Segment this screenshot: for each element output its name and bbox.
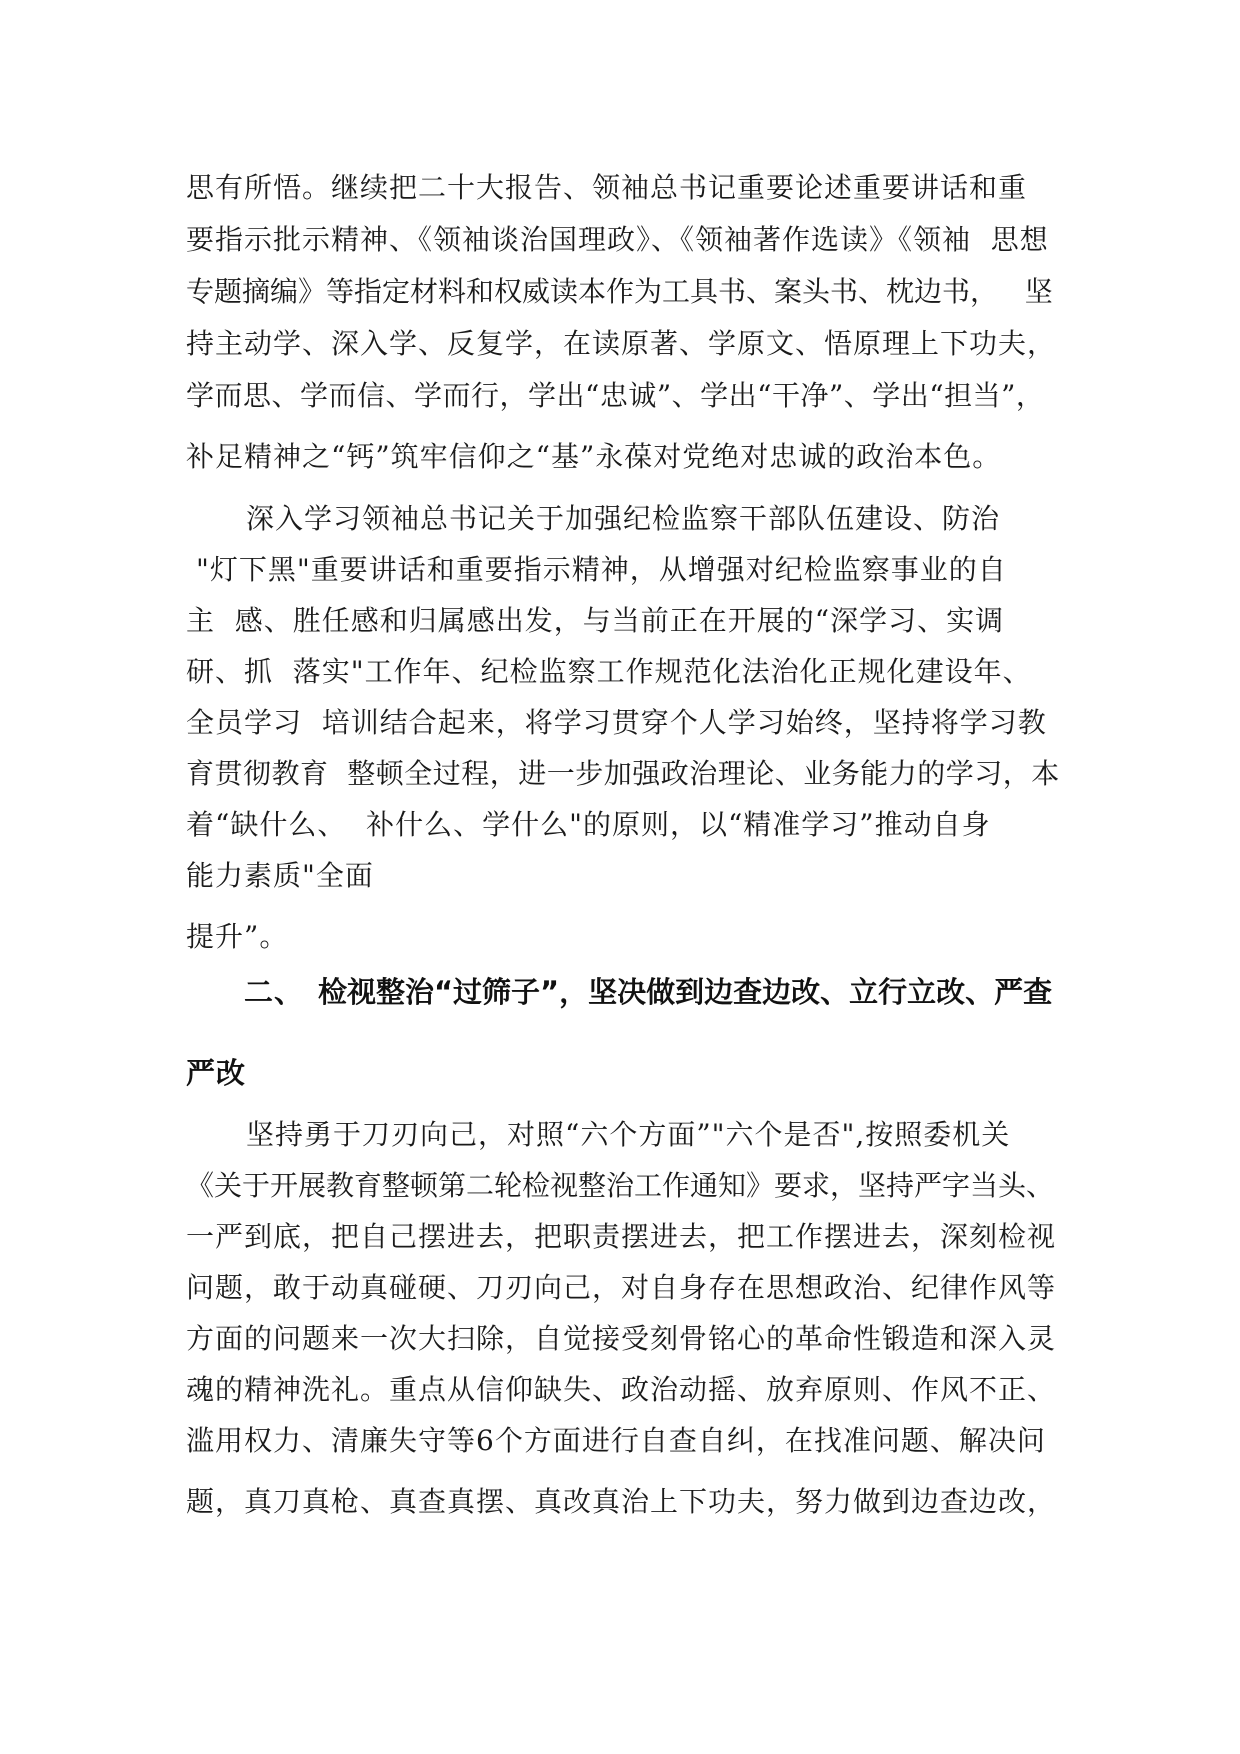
- paragraph-line: 《关于开展教育整顿第二轮检视整治工作通知》要求，坚持严字当头、: [186, 1169, 1055, 1202]
- section-heading-continued: 严改: [186, 1056, 247, 1090]
- paragraph-line: 主 感、胜任感和归属感出发，与当前正在开展的“深学习、实调: [186, 604, 1005, 637]
- paragraph-line: 提升”。: [186, 920, 289, 953]
- paragraph-line: 滥用权力、清廉失守等6个方面进行自查自纠，在找准问题、解决问: [186, 1424, 1046, 1457]
- paragraph-line: "灯下黑"重要讲话和重要指示精神，从增强对纪检监察事业的自: [196, 553, 1007, 586]
- paragraph-line: 持主动学、深入学、反复学，在读原著、学原文、悟原理上下功夫，: [186, 327, 1057, 360]
- paragraph-line: 能力素质"全面: [186, 859, 374, 892]
- paragraph-line: 学而思、学而信、学而行，学出“忠诚”、学出“干净”、学出“担当”，: [186, 379, 1045, 412]
- paragraph-line: 题，真刀真枪、真查真摆、真改真治上下功夫，努力做到边查边改，: [186, 1485, 1057, 1518]
- paragraph-line: 方面的问题来一次大扫除，自觉接受刻骨铭心的革命性锻造和深入灵: [186, 1322, 1057, 1355]
- paragraph-line: 全员学习 培训结合起来，将学习贯穿个人学习始终，坚持将学习教: [186, 706, 1047, 739]
- paragraph-line: 深入学习领袖总书记关于加强纪检监察干部队伍建设、防治: [246, 502, 1001, 535]
- paragraph-line: 育贯彻教育 整顿全过程，进一步加强政治理论、业务能力的学习，本: [186, 757, 1060, 790]
- paragraph-line: 坚持勇于刀刃向己，对照“六个方面”"六个是否",按照委机关: [246, 1118, 1011, 1151]
- paragraph-line: 补足精神之“钙”筑牢信仰之“基”永葆对党绝对忠诚的政治本色。: [186, 440, 1002, 473]
- paragraph-line: 着“缺什么、 补什么、学什么"的原则，以“精准学习”推动自身: [186, 808, 991, 841]
- section-heading: 检视整治“过筛子”，坚决做到边查边改、立行立改、严查: [318, 975, 1053, 1009]
- section-number: 二、: [244, 975, 305, 1009]
- paragraph-line: 一严到底，把自己摆进去，把职责摆进去，把工作摆进去，深刻检视: [186, 1220, 1057, 1253]
- paragraph-line: 思有所悟。继续把二十大报告、领袖总书记重要论述重要讲话和重: [186, 171, 1028, 204]
- paragraph-line: 魂的精神洗礼。重点从信仰缺失、政治动摇、放弃原则、作风不正、: [186, 1373, 1057, 1406]
- paragraph-line: 要指示批示精神、《领袖谈治国理政》、《领袖著作选读》《领袖 思想: [186, 223, 1049, 256]
- paragraph-line: 研、抓 落实"工作年、纪检监察工作规范化法治化正规化建设年、: [186, 655, 1032, 688]
- paragraph-line: 问题，敢于动真碰硬、刀刃向己，对自身存在思想政治、纪律作风等: [186, 1271, 1057, 1304]
- paragraph-line: 专题摘编》等指定材料和权威读本作为工具书、案头书、枕边书， 坚: [186, 275, 1053, 308]
